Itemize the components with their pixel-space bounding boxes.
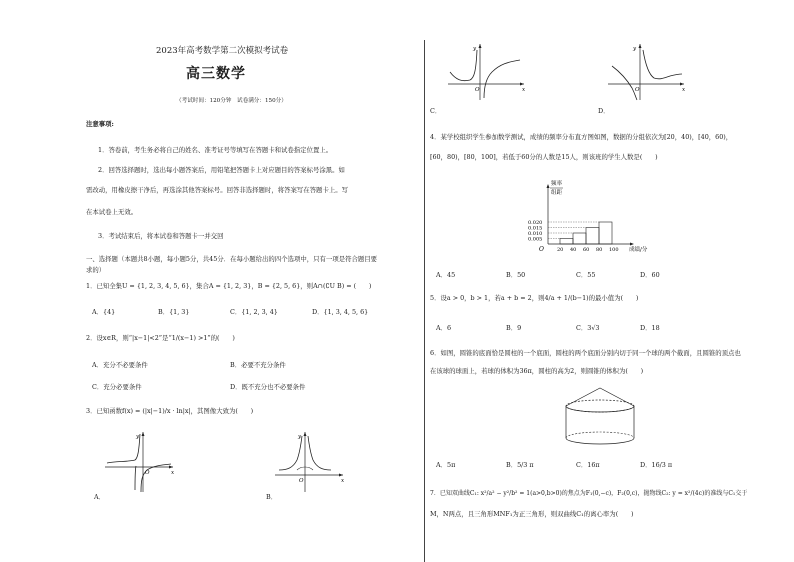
q4-option-a[interactable]: A．45 (436, 271, 456, 279)
hist-ytick-label: 0.020 (528, 220, 543, 226)
axis-y-label: y (298, 434, 302, 440)
notice-heading: 注意事项: (86, 120, 114, 128)
notice-item-2c: 在本试卷上无效。 (86, 208, 138, 216)
hist-ytick-label: 0.005 (528, 236, 543, 243)
notice-item-1: 1．答卷前，考生务必将自己的姓名、准考证号等填写在答题卡和试卷指定位置上。 (98, 146, 333, 154)
q5-option-d[interactable]: D．18 (640, 324, 660, 332)
hist-ylabel-top: 频率 (551, 181, 563, 187)
q6-stem-b: 在该球的球面上，若球的体积为36π，圆柱的高为2，则圆锥的体积为( ) (430, 367, 644, 375)
frequency-histogram (515, 178, 665, 258)
axis-y-label: y (136, 434, 140, 440)
q3-stem: 3．已知函数f(x) = (|x|−1)/x · ln|x|，其图像大致为( ) (86, 407, 254, 415)
axis-y-label: y (473, 46, 477, 52)
q3-option-c[interactable]: C． (430, 107, 442, 115)
q7-stem-a: 7．已知双曲线C₁: x²/a² − y²/b² = 1(a>0,b>0)的焦点为F₁(0,−c)，F₂(0,c)，抛物线C₂: y = x²/(4c)的准线与C₁交于 (430, 490, 748, 497)
q4-stem-a: 4．某学校组织学生参加数学测试，成绩的频率分布直方图如图，数据的分组依次为[20，40)，[40，60)， (430, 133, 733, 141)
origin-label: O (635, 87, 640, 93)
axis-x-label: x (522, 87, 526, 93)
q4-option-d[interactable]: D．60 (640, 271, 660, 279)
hist-ytick-label: 0.015 (528, 225, 543, 232)
q1-stem: 1．已知全集U = {1, 2, 3, 4, 5, 6}，集合A = {1, 2, 3}，B = {2, 5, 6}，则A∩(∁U B) = ( ) (86, 282, 372, 290)
q5-option-c[interactable]: C．3√3 (576, 324, 600, 332)
q7-stem-b: M，N两点，且三角形MNF₁为正三角形，则双曲线C₁的离心率为( ) (430, 510, 634, 518)
q1-option-d[interactable]: D．{1, 3, 4, 5, 6} (312, 308, 369, 316)
q6-option-d[interactable]: D．16/3 π (640, 461, 673, 469)
origin-label: O (299, 478, 304, 484)
q6-option-b[interactable]: B．5/3 π (506, 461, 534, 469)
section-intro-a: 一、选择题（本题共8小题，每小题5分，共45分．在每小题给出的四个选项中，只有一项是符合题目要 (86, 255, 378, 263)
q3-graph-b (275, 430, 345, 492)
exam-info: （考试时间：120分钟 试卷满分：150分） (176, 98, 287, 104)
column-divider (424, 40, 425, 562)
hist-ytick-label: 0.010 (528, 231, 543, 237)
q2-stem: 2．设x∈R，则“|x−1|<2”是“1/(x−1) >1”的( ) (86, 334, 235, 342)
hist-xtick-label: 100 (609, 247, 619, 253)
axis-x-label: x (171, 470, 175, 476)
q5-option-b[interactable]: B．9 (506, 324, 522, 332)
q2-option-c[interactable]: C．充分必要条件 (92, 383, 142, 391)
q3-graph-a (105, 430, 175, 492)
q4-option-b[interactable]: B．50 (506, 271, 526, 279)
axis-x-label: x (682, 87, 686, 93)
notice-item-2b: 需改动，用橡皮擦干净后，再选涂其他答案标号。回答非选择题时，将答案写在答题卡上。写 (86, 186, 349, 194)
hist-ylabel-bottom: 组距 (551, 190, 563, 196)
hist-bar (573, 233, 586, 244)
notice-item-3: 3．考试结束后，将本试卷和答题卡一并交回 (98, 232, 224, 240)
hist-x-arrow (630, 243, 634, 246)
q3-graph-d (608, 42, 686, 100)
q3-option-b[interactable]: B． (266, 493, 278, 501)
hist-xtick-label: 60 (583, 247, 590, 253)
q6-option-c[interactable]: C．16π (576, 461, 600, 469)
hist-xtick-label: 80 (596, 247, 603, 253)
q3-option-d[interactable]: D． (598, 107, 610, 115)
exam-title: 2023年高考数学第二次模拟考试卷 (156, 46, 289, 56)
origin-label: O (475, 87, 480, 93)
q2-option-a[interactable]: A．充分不必要条件 (92, 361, 148, 369)
hist-xlabel: 成绩/分 (629, 247, 648, 253)
q3-graph-c (448, 42, 526, 100)
hist-y-arrow (547, 184, 550, 188)
axis-x-label: x (341, 478, 345, 484)
axis-y-label: y (633, 46, 637, 52)
q6-cone-cylinder-figure (560, 386, 640, 452)
q1-option-a[interactable]: A．{4} (92, 308, 116, 316)
q1-option-b[interactable]: B．{1, 3} (158, 308, 190, 316)
hist-bar (599, 222, 612, 244)
q6-stem-a: 6．如图，圆锥的底面恰是圆柱的一个底面，圆柱的两个底面分别内切于同一个球的两个截面，且圆锥的顶点也 (430, 349, 741, 357)
subject-title: 高三数学 (186, 66, 246, 82)
q6-option-a[interactable]: A．5π (436, 461, 456, 469)
notice-item-2a: 2．回答选择题时，选出每小题答案后，用铅笔把答题卡上对应题目的答案标号涂黑。如 (98, 166, 345, 174)
q5-stem: 5．设a > 0，b > 1，若a + b = 2，则4/a + 1/(b−1)的最小值为( ) (430, 294, 639, 302)
section-intro-b: 求的） (86, 266, 106, 274)
hist-xtick-label: 20 (557, 247, 564, 253)
q4-option-c[interactable]: C．55 (576, 271, 596, 279)
q4-stem-b: [60，80)，[80，100]，若低于60分的人数是15人，则该班的学生人数是( ) (430, 153, 658, 161)
q2-option-d[interactable]: D．既不充分也不必要条件 (230, 383, 306, 391)
q5-option-a[interactable]: A．6 (436, 324, 452, 332)
q3-option-a[interactable]: A． (94, 493, 106, 501)
hist-bar (560, 239, 573, 245)
hist-xtick-label: 40 (570, 247, 577, 253)
q2-option-b[interactable]: B．必要不充分条件 (230, 361, 286, 369)
q1-option-c[interactable]: C．{1, 2, 3, 4} (230, 308, 278, 316)
hist-origin: O (539, 246, 544, 253)
hist-bar (586, 228, 599, 245)
origin-label: O (145, 470, 150, 476)
